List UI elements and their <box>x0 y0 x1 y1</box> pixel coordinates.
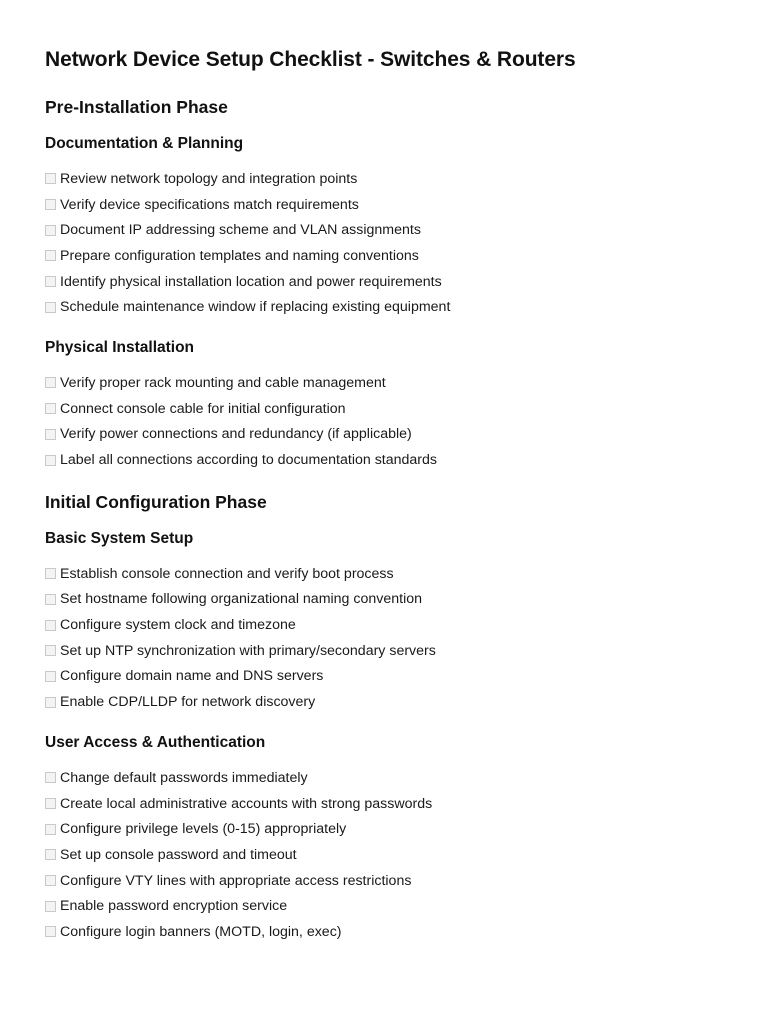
checklist-item-label: Configure system clock and timezone <box>60 617 296 634</box>
checklist-item-label: Set up NTP synchronization with primary/secondary servers <box>60 642 436 659</box>
checkbox[interactable] <box>45 173 56 184</box>
checklist-item-label: Configure VTY lines with appropriate access restrictions <box>60 872 412 889</box>
checklist-item <box>45 396 723 422</box>
spacer <box>45 320 723 336</box>
checkbox[interactable] <box>45 455 56 466</box>
spacer <box>45 473 723 489</box>
group-heading-physical-installation: Physical Installation <box>45 339 195 357</box>
checkbox[interactable] <box>45 250 56 261</box>
group-heading-user-access-authentication: User Access & Authentication <box>45 734 266 751</box>
checklist-item-label: Verify power connections and redundancy (if applicable) <box>60 426 412 443</box>
checklist-item <box>45 868 723 894</box>
checklist-item <box>45 561 723 587</box>
checklist-item-label: Change default passwords immediately <box>60 769 308 786</box>
checklist-item <box>45 587 723 613</box>
checkbox[interactable] <box>45 798 56 809</box>
group-heading-basic-system-setup: Basic System Setup <box>45 529 194 547</box>
checklist-item <box>45 294 723 320</box>
checklist-item-label: Verify device specifications match requirements <box>60 196 359 213</box>
checkbox[interactable] <box>45 671 56 682</box>
checkbox[interactable] <box>45 926 56 937</box>
checkbox[interactable] <box>45 302 56 313</box>
checklist-item-label: Verify proper rack mounting and cable management <box>60 374 386 391</box>
checkbox[interactable] <box>45 377 56 388</box>
checkbox[interactable] <box>45 225 56 236</box>
checklist-item <box>45 269 723 295</box>
checklist-basic-system-setup <box>45 561 723 715</box>
checklist-item <box>45 370 723 396</box>
checklist-item-label: Configure domain name and DNS servers <box>60 668 324 685</box>
checkbox[interactable] <box>45 199 56 210</box>
checklist-item <box>45 638 723 664</box>
checklist-item <box>45 217 723 243</box>
checkbox[interactable] <box>45 276 56 287</box>
checkbox[interactable] <box>45 875 56 886</box>
checklist-item <box>45 689 723 715</box>
checkbox[interactable] <box>45 620 56 631</box>
checklist-item <box>45 422 723 448</box>
checklist-documentation-planning <box>45 166 723 320</box>
checklist-physical-installation <box>45 370 723 473</box>
checklist-item-label: Prepare configuration templates and naming conventions <box>60 247 419 264</box>
checkbox[interactable] <box>45 429 56 440</box>
checklist-item-label: Label all connections according to documentation standards <box>60 452 438 469</box>
checklist-item-label: Set hostname following organizational naming convention <box>60 591 423 608</box>
checkbox[interactable] <box>45 849 56 860</box>
checklist-item <box>45 192 723 218</box>
checklist-item-label: Create local administrative accounts with strong passwords <box>60 795 433 812</box>
checklist-item-label: Set up console password and timeout <box>60 846 297 863</box>
checklist-item <box>45 791 723 817</box>
checklist-item-label: Identify physical installation location and power requirements <box>60 273 442 290</box>
checklist-item <box>45 842 723 868</box>
checklist-item-label: Configure login banners (MOTD, login, exec) <box>60 923 342 940</box>
checklist-item-label: Enable CDP/LLDP for network discovery <box>60 694 316 711</box>
checklist-item <box>45 893 723 919</box>
checklist-item <box>45 612 723 638</box>
page-title: Network Device Setup Checklist - Switches & Routers <box>45 48 576 71</box>
checkbox[interactable] <box>45 824 56 835</box>
checkbox[interactable] <box>45 403 56 414</box>
checkbox[interactable] <box>45 594 56 605</box>
checklist-item <box>45 765 723 791</box>
phase-heading-initial-configuration: Initial Configuration Phase <box>45 491 267 512</box>
checklist-item <box>45 166 723 192</box>
checklist-item <box>45 919 723 945</box>
checklist-item-label: Enable password encryption service <box>60 898 288 915</box>
checklist-item <box>45 447 723 473</box>
checklist-user-access-authentication <box>45 765 723 945</box>
checklist-item-label: Review network topology and integration points <box>60 170 358 187</box>
checkbox[interactable] <box>45 645 56 656</box>
checkbox[interactable] <box>45 772 56 783</box>
checklist-item <box>45 664 723 690</box>
checkbox[interactable] <box>45 697 56 708</box>
checklist-item <box>45 243 723 269</box>
checklist-item <box>45 816 723 842</box>
checklist-item-label: Connect console cable for initial configuration <box>60 400 346 417</box>
checklist-item-label: Establish console connection and verify boot process <box>60 565 394 582</box>
checklist-item-label: Document IP addressing scheme and VLAN assignments <box>60 222 421 239</box>
checkbox[interactable] <box>45 568 56 579</box>
spacer <box>45 715 723 731</box>
checkbox[interactable] <box>45 901 56 912</box>
group-heading-documentation-planning: Documentation & Planning <box>45 135 244 152</box>
checklist-item-label: Schedule maintenance window if replacing existing equipment <box>60 299 451 316</box>
checklist-item-label: Configure privilege levels (0-15) appropriately <box>60 821 347 838</box>
phase-heading-pre-installation: Pre-Installation Phase <box>45 97 228 117</box>
